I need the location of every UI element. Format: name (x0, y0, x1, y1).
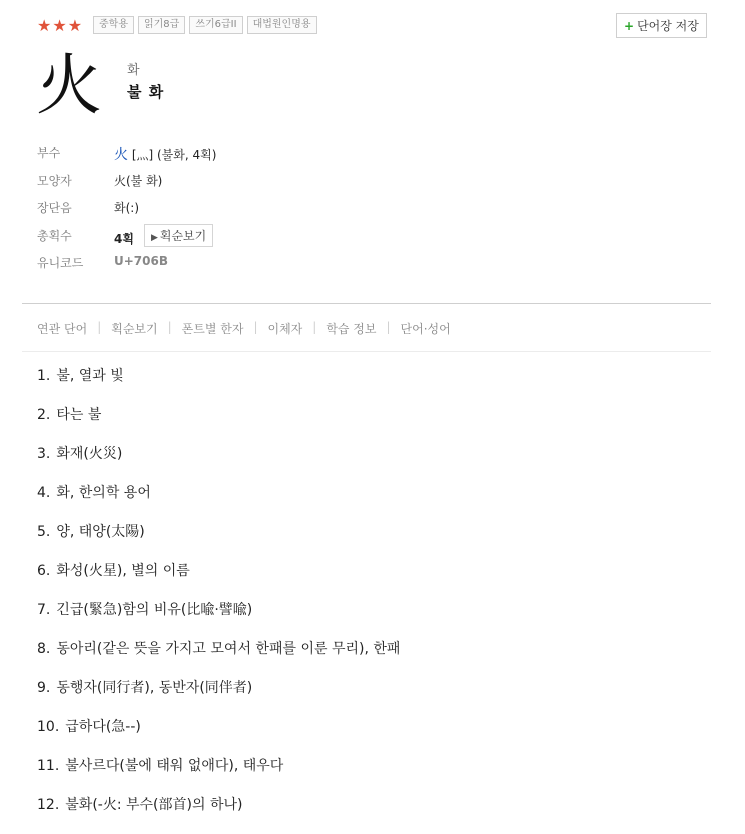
meaning-text: 급하다(急--) (65, 719, 141, 735)
tab-separator: | (253, 320, 258, 334)
radical-label: 부수 (37, 146, 61, 160)
tab-fonts[interactable]: 폰트별 한자 (181, 322, 244, 336)
tab-separator: | (386, 320, 391, 334)
radical-link[interactable]: 火 (114, 147, 128, 163)
meaning-text: 불사르다(불에 태워 없애다), 태우다 (65, 758, 284, 774)
badge-middle-school: 중학용 (93, 16, 134, 34)
meaning-number: 5. (37, 524, 51, 540)
tab-study-info[interactable]: 학습 정보 (326, 322, 377, 336)
meaning-list (37, 366, 400, 834)
meaning-text: 화재(火災) (56, 446, 123, 462)
meaning-text: 타는 불 (56, 407, 102, 423)
meaning-text: 동아리(같은 뜻을 가지고 모여서 한패를 이룬 무리), 한패 (56, 641, 401, 657)
meaning-number: 3. (37, 446, 51, 462)
meaning-item (37, 600, 400, 639)
unicode-value: U+706B (114, 254, 168, 268)
meaning-text: 양, 태양(太陽) (56, 524, 145, 540)
meaning-text: 동행자(同行者), 동반자(同伴者) (56, 680, 253, 696)
meaning-number: 10. (37, 719, 60, 735)
meaning-text: 불화(-火: 부수(部首)의 하나) (65, 797, 243, 813)
level-badges (93, 16, 317, 34)
hanja-meaning: 불 화 (127, 83, 165, 101)
save-button-label: 단어장 저장 (637, 19, 699, 33)
meaning-text: 긴급(緊急)함의 비유(比喩·譬喩) (56, 602, 253, 618)
stroke-order-button-label: 획순보기 (159, 228, 207, 243)
unicode-label: 유니코드 (37, 256, 84, 270)
strokes-value (114, 227, 213, 250)
length-value: 화(:) (114, 201, 139, 215)
meaning-item (37, 444, 400, 483)
hanja-character: 火 (36, 47, 102, 124)
meaning-item (37, 522, 400, 561)
tab-related-words[interactable]: 연관 단어 (37, 322, 88, 336)
badge-reading-level: 읽기8급 (138, 16, 185, 34)
radical-value (114, 144, 216, 164)
hanja-reading: 화 (127, 63, 140, 78)
meaning-item (37, 561, 400, 600)
tab-separator: | (312, 320, 317, 334)
badge-name-use: 대법원인명용 (247, 16, 317, 34)
meaning-number: 11. (37, 758, 60, 774)
meaning-text: 화, 한의학 용어 (56, 485, 151, 501)
section-divider (22, 303, 711, 304)
meaning-number: 8. (37, 641, 51, 657)
meaning-text: 불, 열과 빛 (56, 368, 124, 384)
stroke-order-button[interactable] (144, 224, 213, 247)
badge-writing-level: 쓰기6급II (189, 16, 242, 34)
play-icon: ▶ (150, 232, 158, 243)
tab-separator: | (97, 320, 102, 334)
meaning-number: 12. (37, 797, 60, 813)
meaning-number: 2. (37, 407, 51, 423)
meaning-number: 4. (37, 485, 51, 501)
shape-value: 火(불 화) (114, 173, 163, 188)
tab-words-idioms[interactable]: 단어·성어 (400, 322, 451, 336)
difficulty-stars: ★★★ (37, 16, 84, 35)
meaning-item (37, 717, 400, 756)
save-to-wordbook-button[interactable] (616, 13, 707, 38)
meaning-item (37, 795, 400, 834)
meaning-item (37, 366, 400, 405)
meaning-item (37, 405, 400, 444)
meaning-number: 7. (37, 602, 51, 618)
meaning-item (37, 756, 400, 795)
meaning-item (37, 639, 400, 678)
tabs-divider (22, 351, 711, 352)
tab-variants[interactable]: 이체자 (267, 322, 303, 336)
length-label: 장단음 (37, 201, 72, 215)
tab-separator: | (167, 320, 172, 334)
radical-detail: [灬] (불화, 4획) (128, 148, 217, 162)
meaning-item (37, 678, 400, 717)
plus-icon: + (624, 19, 635, 33)
strokes-label: 총획수 (37, 228, 72, 243)
meaning-text: 화성(火星), 별의 이름 (56, 563, 190, 579)
meaning-number: 9. (37, 680, 51, 696)
shape-label: 모양자 (37, 173, 72, 188)
tab-stroke-order[interactable]: 획순보기 (111, 322, 158, 336)
section-tabs (37, 320, 451, 337)
strokes-count: 4획 (114, 231, 134, 246)
meaning-item (37, 483, 400, 522)
meaning-number: 1. (37, 368, 51, 384)
meaning-number: 6. (37, 563, 51, 579)
